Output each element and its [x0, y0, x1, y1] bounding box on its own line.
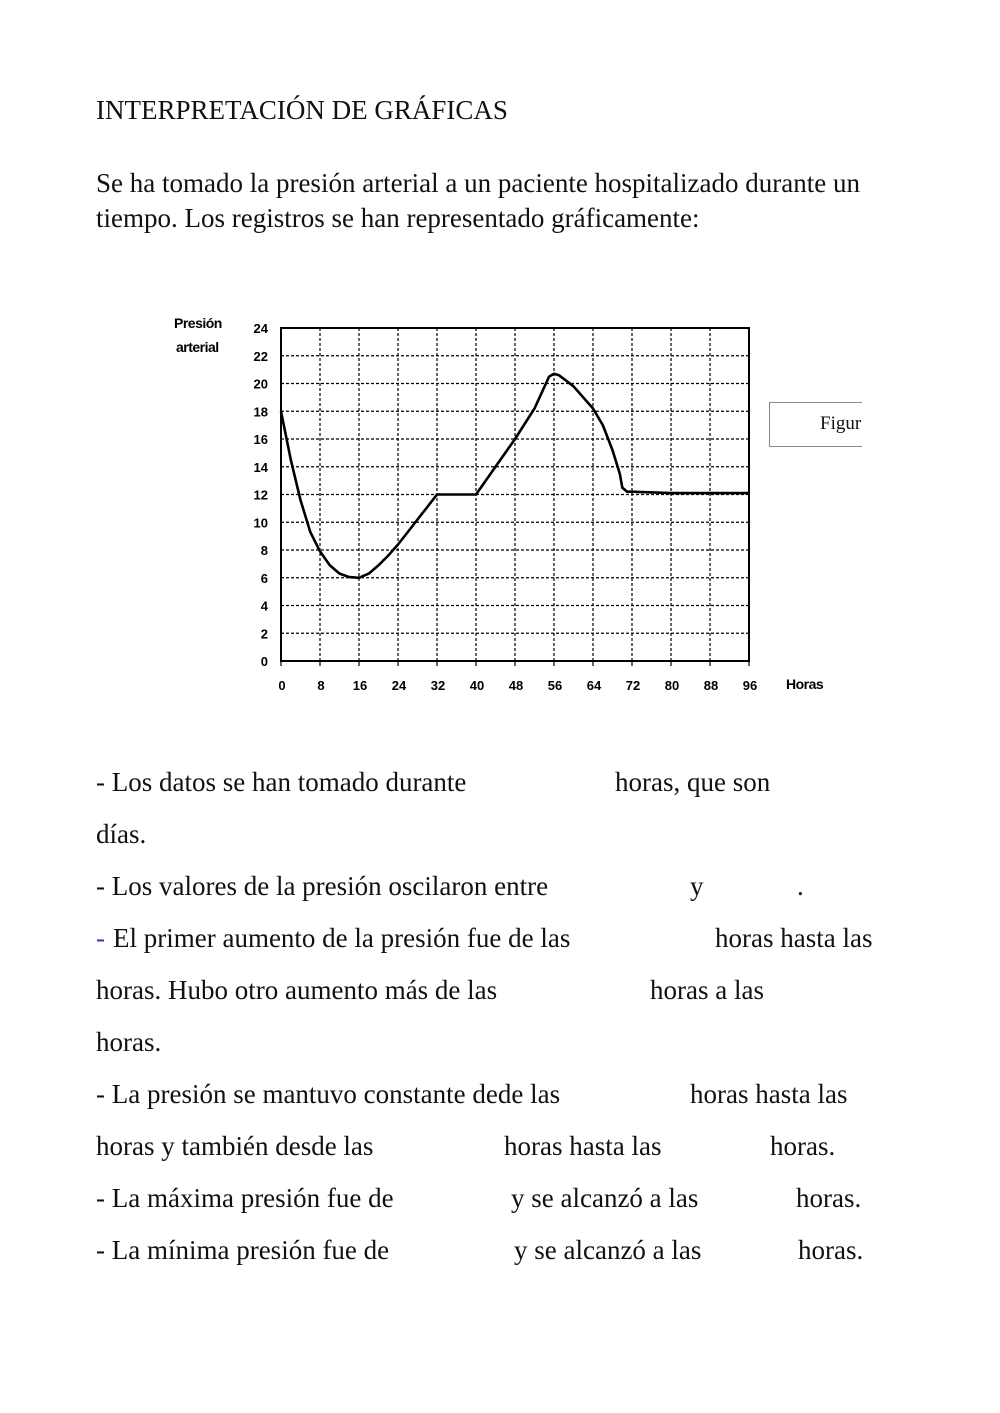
- x-tick-label: 24: [391, 678, 407, 693]
- x-tick-label: 32: [430, 678, 446, 693]
- q1-text-c: días.: [96, 819, 147, 849]
- x-tick-label: 48: [508, 678, 524, 693]
- x-tick-label: 80: [664, 678, 680, 693]
- y-axis-label-line2: arterial: [176, 339, 219, 355]
- q4-text-c: horas y también desde las: [96, 1131, 374, 1161]
- y-tick-label: 16: [253, 432, 268, 447]
- x-axis-ticks: [278, 661, 757, 693]
- q3-dash: -: [96, 923, 105, 953]
- q1-text-a: - Los datos se han tomado durante: [96, 767, 467, 797]
- y-axis-label-line1: Presión: [174, 315, 222, 331]
- q4-text-b: horas hasta las: [690, 1079, 848, 1109]
- intro-paragraph: Se ha tomado la presión arterial a un paciente hospitalizado durante un tiempo. Los registros se han representado gráficamente:: [96, 168, 860, 233]
- y-tick-label: 22: [253, 348, 268, 364]
- x-tick-label: 16: [352, 678, 368, 693]
- x-axis-label: Horas: [786, 676, 824, 692]
- chart-grid: [281, 328, 749, 661]
- q3-text-a: El primer aumento de la presión fue de las: [113, 923, 571, 953]
- q4-text-e: horas.: [770, 1131, 836, 1161]
- x-tick-label: 64: [586, 678, 602, 693]
- y-tick-label: 10: [253, 515, 268, 531]
- y-tick-label: 8: [260, 543, 268, 558]
- y-tick-label: 0: [260, 654, 268, 669]
- q6-text-a: - La mínima presión fue de: [96, 1235, 390, 1265]
- q5-text-c: horas.: [796, 1183, 862, 1213]
- x-tick-label: 40: [469, 678, 485, 693]
- y-tick-label: 20: [253, 376, 268, 392]
- q4-text-d: horas hasta las: [504, 1131, 662, 1161]
- q4-text-a: - La presión se mantuvo constante dede las: [96, 1079, 561, 1109]
- y-tick-label: 24: [253, 321, 268, 336]
- y-tick-label: 18: [253, 404, 268, 420]
- y-tick-label: 4: [260, 598, 268, 614]
- y-tick-label: 12: [253, 487, 268, 503]
- q3-text-c: horas. Hubo otro aumento más de las: [96, 975, 498, 1005]
- x-tick-label: 0: [278, 678, 286, 693]
- y-tick-label: 6: [260, 570, 268, 586]
- figure-label-box: [769, 402, 862, 447]
- q6-text-c: horas.: [798, 1235, 864, 1265]
- q2-text-a: - Los valores de la presión oscilaron entre: [96, 871, 549, 901]
- y-tick-label: 14: [253, 459, 268, 475]
- x-tick-label: 8: [317, 678, 325, 693]
- figure-label: Figur: [820, 413, 862, 434]
- x-tick-label: 88: [703, 678, 719, 693]
- page-title: INTERPRETACIÓN DE GRÁFICAS: [96, 95, 508, 125]
- x-tick-label: 72: [625, 678, 641, 693]
- y-axis-ticks: [254, 321, 269, 669]
- q3-text-b: horas hasta las: [715, 923, 873, 953]
- x-tick-label: 56: [547, 678, 563, 693]
- q1-text-b: horas, que son: [615, 767, 771, 797]
- q2-text-c: .: [797, 871, 804, 901]
- q5-text-b: y se alcanzó a las: [511, 1183, 699, 1213]
- y-tick-label: 2: [260, 626, 268, 642]
- q5-text-a: - La máxima presión fue de: [96, 1183, 394, 1213]
- q2-text-b: y: [690, 871, 704, 901]
- q3-text-e: horas.: [96, 1027, 162, 1057]
- q6-text-b: y se alcanzó a las: [514, 1235, 702, 1265]
- x-tick-label: 96: [742, 678, 758, 693]
- q3-text-d: horas a las: [650, 975, 764, 1005]
